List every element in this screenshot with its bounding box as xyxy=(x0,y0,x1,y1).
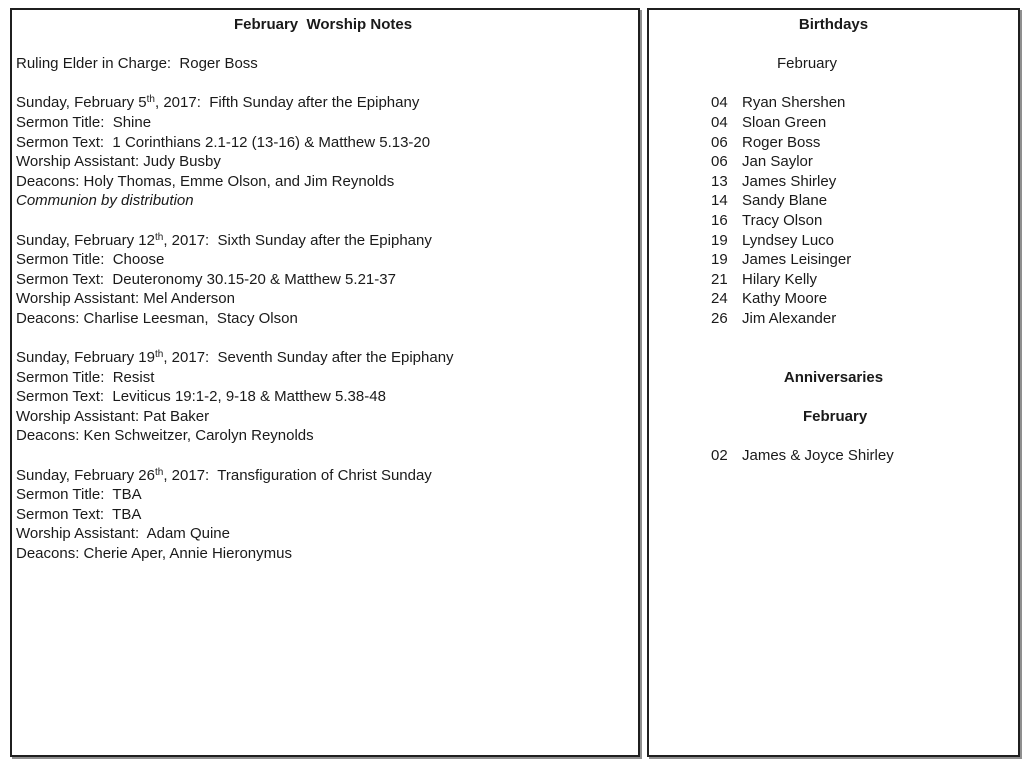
spacer xyxy=(16,329,630,349)
birthday-row xyxy=(649,211,1018,231)
service-1-deacons-line: Deacons: Holy Thomas, Emme Olson, and Jim Reynolds xyxy=(16,172,395,190)
spacer xyxy=(649,426,1018,446)
spacer xyxy=(16,74,630,94)
birthday-name: Jim Alexander xyxy=(742,309,837,327)
birthday-row xyxy=(649,250,1018,270)
ordinal-suffix: th xyxy=(154,349,164,361)
birthday-day: 06 xyxy=(711,153,728,171)
service-2-sermon-title-line: Sermon Title: Choose xyxy=(16,251,165,269)
ordinal-suffix: th xyxy=(154,231,164,243)
birthday-day: 06 xyxy=(711,133,728,151)
service-4-worship-assistant-line: Worship Assistant: Adam Quine xyxy=(16,525,230,543)
service-1-communion-note: Communion by distribution xyxy=(16,192,194,210)
service-1-sermon-text-line: Sermon Text: 1 Corinthians 2.1-12 (13-16) & Matthew 5.13-20 xyxy=(16,133,431,151)
birthday-day: 13 xyxy=(711,172,728,190)
birthday-row xyxy=(649,270,1018,290)
spacer xyxy=(649,35,1018,55)
service-3-sermon-title-line: Sermon Title: Resist xyxy=(16,368,155,386)
service-2-sermon-text-line: Sermon Text: Deuteronomy 30.15-20 & Matthew 5.21-37 xyxy=(16,270,396,288)
birthday-row xyxy=(649,309,1018,329)
spacer xyxy=(649,329,1018,349)
service-2-date-line xyxy=(16,231,630,251)
date-text: Sunday, February 5 xyxy=(16,94,147,112)
date-text: Sunday, February 19 xyxy=(16,349,155,367)
birthday-name: James Leisinger xyxy=(742,251,852,269)
service-1-sermon-title-line: Sermon Title: Shine xyxy=(16,113,152,131)
birthday-name: Hilary Kelly xyxy=(742,270,818,288)
service-2-deacons-line: Deacons: Charlise Leesman, Stacy Olson xyxy=(16,309,298,327)
date-text: , 2017: Fifth Sunday after the Epiphany xyxy=(154,94,420,112)
anniversaries-title: Anniversaries xyxy=(783,368,884,386)
birthday-row xyxy=(649,93,1018,113)
worship-notes-panel xyxy=(10,8,640,757)
service-1-date-line xyxy=(16,93,630,113)
birthday-day: 19 xyxy=(711,231,728,249)
birthday-row xyxy=(649,152,1018,172)
date-text: , 2017: Seventh Sunday after the Epiphany xyxy=(163,349,454,367)
service-3-deacons-line: Deacons: Ken Schweitzer, Carolyn Reynolds xyxy=(16,427,314,445)
anniversaries-month: February xyxy=(803,407,868,425)
ordinal-suffix: th xyxy=(154,466,164,478)
birthday-day: 19 xyxy=(711,251,728,269)
service-4-sermon-title-line: Sermon Title: TBA xyxy=(16,486,142,504)
birthday-name: Tracy Olson xyxy=(742,211,823,229)
service-2-worship-assistant-line: Worship Assistant: Mel Anderson xyxy=(16,290,235,308)
birthday-row xyxy=(649,289,1018,309)
service-3-date-line xyxy=(16,348,630,368)
ruling-elder-line: Ruling Elder in Charge: Roger Boss xyxy=(16,55,258,73)
service-4-deacons-line: Deacons: Cherie Aper, Annie Hieronymus xyxy=(16,545,292,563)
anniversary-row xyxy=(649,446,1018,466)
birthday-row xyxy=(649,133,1018,153)
birthday-name: Jan Saylor xyxy=(742,153,813,171)
birthday-day: 21 xyxy=(711,270,728,288)
spacer xyxy=(16,446,630,466)
birthday-day: 16 xyxy=(711,211,728,229)
birthday-name: Sandy Blane xyxy=(742,192,828,210)
birthday-name: Ryan Shershen xyxy=(742,94,846,112)
birthday-row xyxy=(649,113,1018,133)
birthday-day: 26 xyxy=(711,309,728,327)
service-4-sermon-text-line: Sermon Text: TBA xyxy=(16,505,142,523)
date-text: , 2017: Sixth Sunday after the Epiphany xyxy=(163,231,432,249)
birthday-row xyxy=(649,231,1018,251)
anniversary-name: James & Joyce Shirley xyxy=(742,447,894,465)
birthday-day: 24 xyxy=(711,290,728,308)
date-text: Sunday, February 26 xyxy=(16,466,155,484)
spacer xyxy=(649,387,1018,407)
birthday-day: 14 xyxy=(711,192,728,210)
date-text: , 2017: Transfiguration of Christ Sunday xyxy=(163,466,432,484)
service-3-sermon-text-line: Sermon Text: Leviticus 19:1-2, 9-18 & Matthew 5.38-48 xyxy=(16,388,386,406)
birthday-name: Roger Boss xyxy=(742,133,821,151)
birthday-name: Kathy Moore xyxy=(742,290,828,308)
birthdays-month: February xyxy=(777,55,838,73)
service-1-worship-assistant-line: Worship Assistant: Judy Busby xyxy=(16,153,221,171)
service-3-worship-assistant-line: Worship Assistant: Pat Baker xyxy=(16,407,210,425)
ordinal-suffix: th xyxy=(146,94,155,106)
birthday-day: 04 xyxy=(711,113,728,131)
birthday-name: James Shirley xyxy=(742,172,837,190)
spacer xyxy=(16,211,630,231)
birthday-row xyxy=(649,191,1018,211)
worship-notes-title: February Worship Notes xyxy=(233,16,413,33)
date-text: Sunday, February 12 xyxy=(16,231,155,249)
birthday-row xyxy=(649,172,1018,192)
spacer xyxy=(16,35,630,55)
spacer xyxy=(649,348,1018,368)
birthday-day: 04 xyxy=(711,94,728,112)
spacer xyxy=(649,74,1018,94)
birthdays-panel xyxy=(647,8,1020,757)
birthdays-title: Birthdays xyxy=(798,16,869,33)
birthday-name: Sloan Green xyxy=(742,113,827,131)
birthday-name: Lyndsey Luco xyxy=(742,231,835,249)
service-4-date-line xyxy=(16,466,630,486)
anniversary-day: 02 xyxy=(711,447,728,465)
